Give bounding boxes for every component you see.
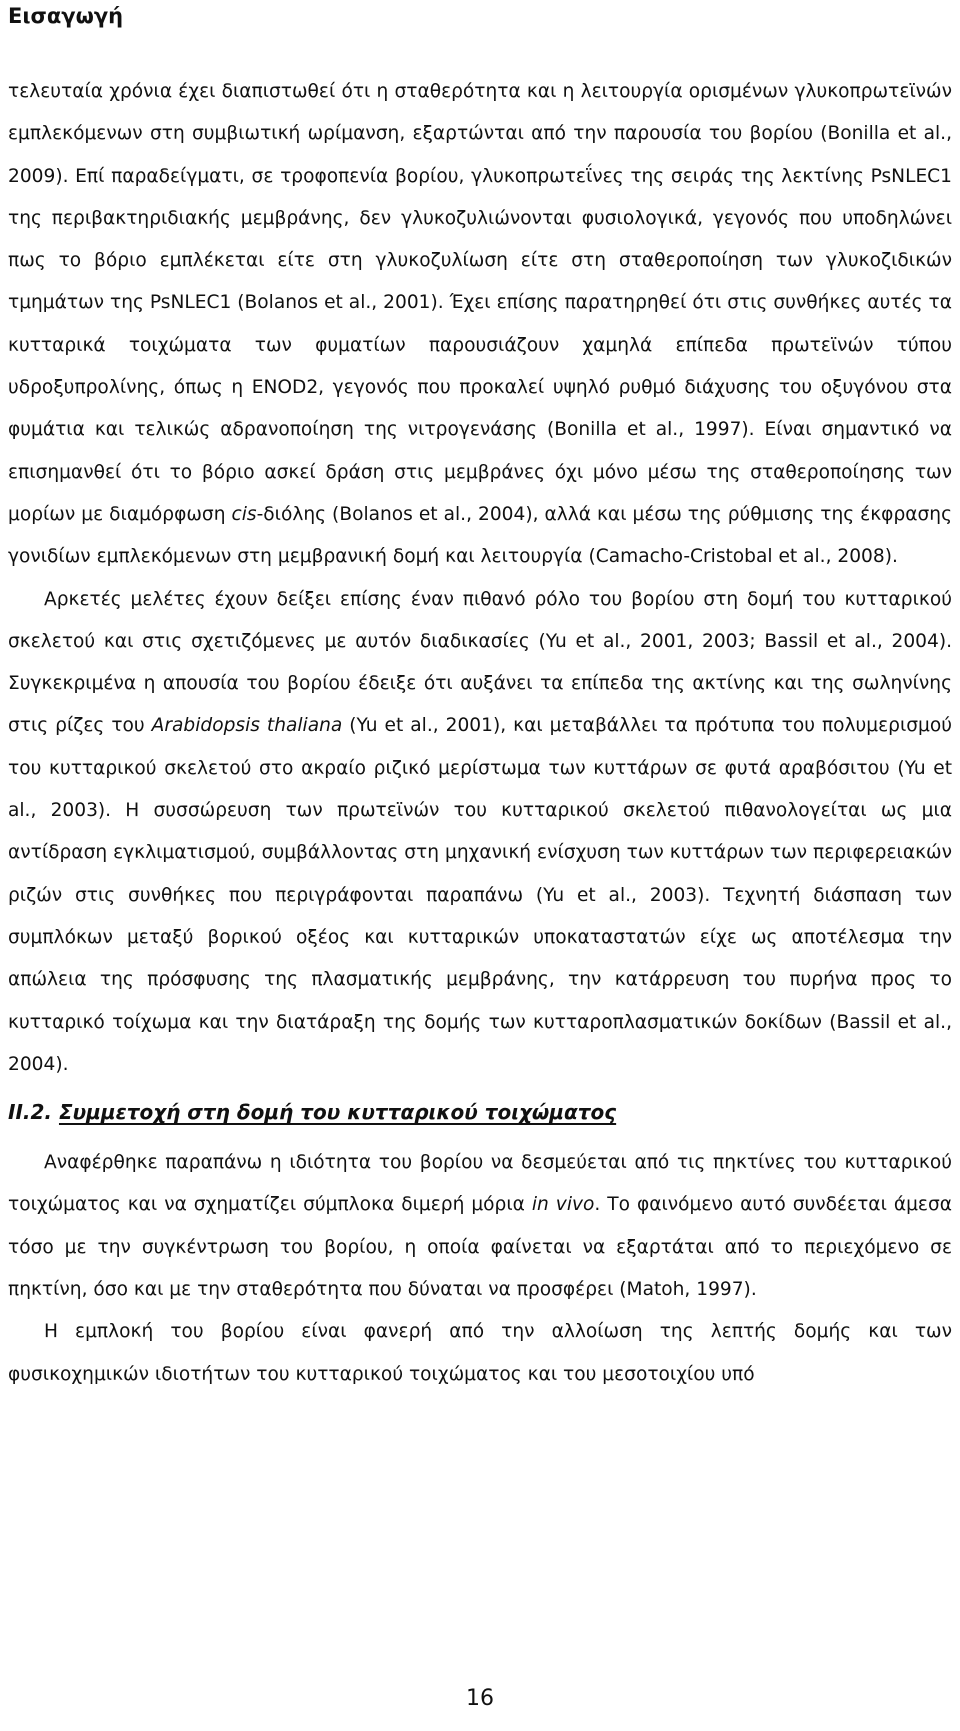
text-run: . Το φαινόμενο αυτό συνδέεται άμεσα τόσο με την συγκέντρωση του βορίου, η οποία φαίνεται να εξαρτάται από το περιεχόμενο σε πηκτίνη, όσο και με την σταθερότητα που δύναται να προσφέρει (Matoh, 1997). [8,1194,953,1301]
italic-text: cis [231,503,257,525]
text-run: Αρκετές μελέτες έχουν δείξει επίσης έναν πιθανό ρόλο του βορίου στη δομή του κυτταρικού σκελετού και στις σχετιζόμενες με αυτόν διαδικασίες (Yu et al., 2001, 2003; Bassil et al., 2004). Συγκεκριμένα η απουσία του βορίου έδειξε ότι αυξάνει τα επίπεδα της ακτίνης και της σωληνίνης στις ρίζες του [8,588,952,737]
text-run: Η εμπλοκή του βορίου είναι φανερή από την αλλοίωση της λεπτής δομής και των φυσικοχημικών ιδιοτήτων του κυτταρικού τοιχώματος και του μεσοτοιχίου υπό [8,1321,952,1385]
section-heading-introduction: Εισαγωγή [8,4,124,28]
subsection-number: II.2. [8,1100,52,1125]
document-page [8,0,952,1396]
paragraph [8,579,952,1087]
text-run: Αναφέρθηκε παραπάνω η ιδιότητα του βορίου να δεσμεύεται από τις πηκτίνες του κυτταρικού τοιχώματος και να σχηματίζει σύμπλοκα διμερή μόρια [8,1152,952,1216]
paragraph [8,1311,952,1396]
subsection-title: Συμμετοχή στη δομή του κυτταρικού τοιχώματος [58,1100,617,1125]
text-run: τελευταία χρόνια έχει διαπιστωθεί ότι η σταθερότητα και η λειτουργία ορισμένων γλυκοπρωτεϊνών εμπλεκόμενων στη συμβιωτική ωρίμανση, εξαρτώνται από την παρουσία του βορίου (Bonilla et al., 2009). Επί παραδείγματι, σε τροφοπενία βορίου, γλυκοπρωτεΐνες της σειράς της λεκτίνης PsNLEC1 της περιβακτηριδιακής μεμβράνης, δεν γλυκοζυλιώνονται φυσιολογικά, γεγονός που υποδηλώνει πως το βόριο εμπλέκεται είτε στη γλυκοζυλίωση είτε στη σταθεροποίηση των γλυκοζιδικών τμημάτων της PsNLEC1 (Bolanos et al., 2001). Έχει επίσης παρατηρηθεί ότι στις συνθήκες αυτές τα κυτταρικά τοιχώματα των φυματίων παρουσιάζουν χαμηλά επίπεδα πρωτεϊνών τύπου υδροξυπρολίνης, όπως η ENOD2, γεγονός που προκαλεί υψηλό ρυθμό διάχυσης του οξυγόνου στα φυμάτια και τελικώς αδρανοποίηση της νιτρογενάσης (Bonilla et al., 1997). Είναι σημαντικό να επισημανθεί ότι το βόριο ασκεί δράση στις μεμβράνες όχι μόνο μέσω της σταθεροποίησης των μορίων με διαμόρφωση [8,81,952,525]
italic-text: in vivo [531,1194,595,1216]
italic-text: Arabidopsis thaliana [151,715,343,737]
page-number: 16 [466,1686,494,1711]
paragraph [8,71,952,579]
paragraph [8,1142,952,1311]
text-run: (Yu et al., 2001), και μεταβάλλει τα πρότυπα του πολυμερισμού του κυτταρικού σκελετού στο ακραίο ριζικό μερίστωμα των κυττάρων σε φυτά αραβόσιτου (Yu et al., 2003). Η συσσώρευση των πρωτεϊνών του κυτταρικού σκελετού πιθανολογείται ως μια αντίδραση εγκλιματισμού, συμβάλλοντας στη μηχανική ενίσχυση των κυττάρων των περιφερειακών ριζών στις συνθήκες που περιγράφονται παραπάνω (Yu et al., 2003). Τεχνητή διάσπαση των συμπλόκων μεταξύ βορικού οξέος και κυτταρικών υποκαταστατών είχε ως αποτέλεσμα την απώλεια της πρόσφυσης της πλασματικής μεμβράνης, την κατάρρευση του πυρήνα προς το κυτταρικό τοίχωμα και την διατάραξη της δομής των κυτταροπλασματικών δοκίδων (Bassil et al., 2004). [8,715,952,1075]
subsection-heading [8,1091,952,1133]
text-run: -διόλης (Bolanos et al., 2004), αλλά και μέσω της ρύθμισης της έκφρασης γονιδίων εμπλεκόμενων στη μεμβρανική δομή και λειτουργία (Camacho-Cristobal et al., 2008). [8,503,952,568]
